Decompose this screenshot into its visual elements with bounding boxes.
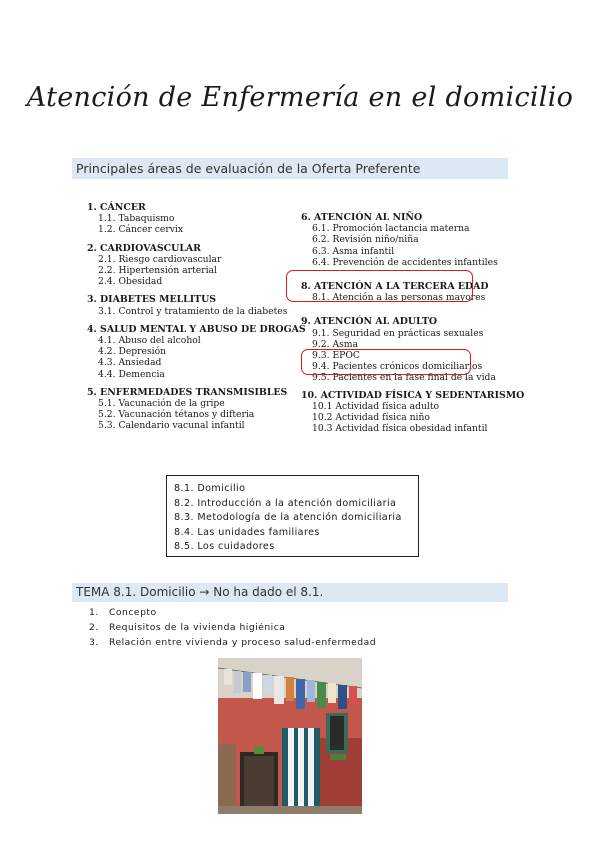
topics-box [166, 475, 419, 557]
topic-item: 8.5. Los cuidadores [174, 541, 275, 552]
area-item: 4.3. Ansiedad [98, 357, 162, 369]
area-item: 10.2 Actividad física niño [312, 412, 430, 424]
area-heading: 1. CÁNCER [87, 202, 146, 213]
area-heading: 9. ATENCIÓN AL ADULTO [301, 316, 438, 328]
topic-item: 8.4. Las unidades familiares [174, 526, 320, 538]
area-item: 9.2. Asma [312, 338, 358, 350]
area-item: 8.1. Atención a las personas mayores [312, 292, 486, 304]
area-heading: 3. DIABETES MELLITUS [87, 294, 217, 306]
list-item: 2. Requisitos de la vivienda higiénica [89, 622, 286, 633]
area-item: 5.3. Calendario vacunal infantil [98, 420, 245, 432]
area-item: 5.2. Vacunación tétanos y difteria [98, 409, 255, 421]
highlight-box-third-age [286, 270, 473, 302]
area-item: 6.2. Revisión niño/niña [312, 234, 419, 246]
area-item: 2.4. Obesidad [98, 276, 163, 288]
area-group [87, 323, 306, 380]
topic-item: 8.3. Metodología de la atención domiciliaria [174, 512, 402, 523]
area-item-highlighted: 9.4. Pacientes crónicos domiciliarios [312, 361, 483, 373]
area-item: 4.4. Demencia [98, 368, 165, 380]
area-heading: 10. ACTIVIDAD FÍSICA Y SEDENTARISMO [301, 389, 525, 401]
page-title: Atención de Enfermería en el domicilio [26, 82, 574, 113]
area-heading: 4. SALUD MENTAL Y ABUSO DE DROGAS [87, 323, 306, 335]
topic-item: 8.2. Introducción a la atención domiciliaria [174, 497, 397, 509]
area-group [87, 202, 287, 236]
area-item: 2.2. Hipertensión arterial [98, 265, 217, 277]
area-heading: 2. CARDIOVASCULAR [87, 242, 201, 254]
area-item: 9.1. Seguridad en prácticas sexuales [312, 327, 484, 339]
numbered-list [89, 605, 376, 650]
area-group [301, 212, 511, 268]
area-group [87, 387, 287, 432]
highlight-box-home-patients [301, 349, 471, 375]
area-group [87, 243, 287, 288]
area-heading: 6. ATENCIÓN AL NIÑO [301, 212, 423, 223]
area-item: 5.1. Vacunación de la gripe [98, 398, 225, 410]
topic-item: 8.1. Domicilio [174, 483, 246, 494]
left-areas-column [87, 202, 306, 439]
area-item: 1.2. Cáncer cervix [98, 224, 184, 236]
area-item: 9.3. EPOC [312, 350, 360, 362]
area-item: 1.1. Tabaquismo [98, 213, 175, 225]
area-group [301, 389, 525, 435]
section-header-evaluation-areas: Principales áreas de evaluación de la Oferta Preferente [72, 158, 508, 179]
area-item: 10.1 Actividad física adulto [312, 400, 440, 412]
area-group [87, 294, 287, 316]
area-item: 2.1. Riesgo cardiovascular [98, 253, 222, 265]
area-item-highlighted: 9.5. Pacientes en la fase final de la vida [312, 372, 496, 384]
list-item: 1. Concepto [89, 607, 157, 618]
area-item: 6.3. Asma infantil [312, 245, 395, 257]
house-photo [218, 658, 362, 814]
area-heading: 5. ENFERMEDADES TRANSMISIBLES [87, 386, 288, 398]
area-item: 6.4. Prevención de accidentes infantiles [312, 256, 498, 268]
area-item: 3.1. Control y tratamiento de la diabetes [98, 305, 288, 317]
area-item: 6.1. Promoción lactancia materna [312, 223, 470, 235]
area-item: 4.1. Abuso del alcohol [98, 335, 201, 347]
area-item: 4.2. Depresión [98, 346, 167, 358]
area-heading: 8. ATENCIÓN A LA TERCERA EDAD [301, 281, 489, 293]
right-areas-column [301, 212, 525, 441]
list-item: 3. Relación entre vivienda y proceso salud-enfermedad [89, 637, 377, 648]
area-item: 10.3 Actividad física obesidad infantil [312, 423, 488, 435]
section-header-tema: TEMA 8.1. Domicilio → No ha dado el 8.1. [72, 583, 508, 602]
